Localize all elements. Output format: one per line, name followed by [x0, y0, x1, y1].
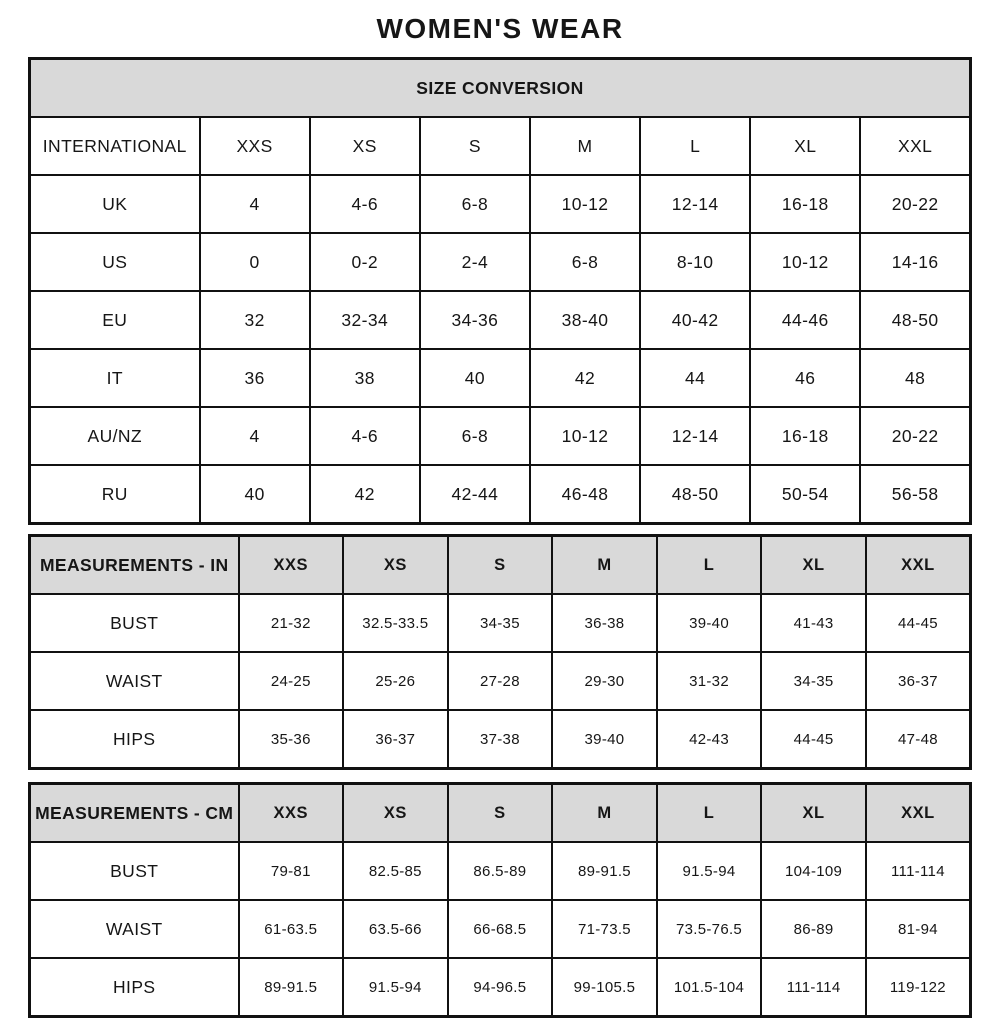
- row-label: US: [30, 233, 200, 291]
- size-column-header: XS: [343, 784, 448, 843]
- value-cell: 73.5-76.5: [657, 900, 762, 958]
- value-cell: 89-91.5: [552, 842, 657, 900]
- value-cell: 4: [200, 175, 310, 233]
- value-cell: 47-48: [866, 710, 971, 769]
- value-cell: 44-45: [761, 710, 866, 769]
- row-label: HIPS: [30, 710, 239, 769]
- size-column-header: M: [530, 117, 640, 175]
- value-cell: 82.5-85: [343, 842, 448, 900]
- value-cell: 86-89: [761, 900, 866, 958]
- value-cell: 35-36: [239, 710, 344, 769]
- value-cell: 50-54: [750, 465, 860, 524]
- value-cell: 6-8: [530, 233, 640, 291]
- row-label: BUST: [30, 842, 239, 900]
- size-column-header: S: [448, 536, 553, 595]
- size-column-header: L: [640, 117, 750, 175]
- size-conversion-table: [28, 57, 972, 525]
- value-cell: 8-10: [640, 233, 750, 291]
- value-cell: 94-96.5: [448, 958, 553, 1017]
- value-cell: 36: [200, 349, 310, 407]
- size-column-header: M: [552, 536, 657, 595]
- value-cell: 12-14: [640, 407, 750, 465]
- value-cell: 6-8: [420, 407, 530, 465]
- value-cell: 36-38: [552, 594, 657, 652]
- value-cell: 99-105.5: [552, 958, 657, 1017]
- value-cell: 44-45: [866, 594, 971, 652]
- table-row: [30, 958, 971, 1017]
- value-cell: 46-48: [530, 465, 640, 524]
- size-column-header: XXL: [866, 784, 971, 843]
- value-cell: 40-42: [640, 291, 750, 349]
- table-row: [30, 407, 971, 465]
- size-column-header: M: [552, 784, 657, 843]
- value-cell: 39-40: [657, 594, 762, 652]
- size-column-header: XXS: [200, 117, 310, 175]
- table-row: [30, 594, 971, 652]
- value-cell: 40: [420, 349, 530, 407]
- value-cell: 101.5-104: [657, 958, 762, 1017]
- value-cell: 32-34: [310, 291, 420, 349]
- value-cell: 61-63.5: [239, 900, 344, 958]
- size-column-header: XXL: [866, 536, 971, 595]
- size-column-header: S: [420, 117, 530, 175]
- value-cell: 10-12: [530, 175, 640, 233]
- size-column-header: XXS: [239, 784, 344, 843]
- value-cell: 42: [530, 349, 640, 407]
- table-row: [30, 652, 971, 710]
- row-group-header: MEASUREMENTS - IN: [30, 536, 239, 595]
- value-cell: 42-43: [657, 710, 762, 769]
- table-row: [30, 233, 971, 291]
- value-cell: 79-81: [239, 842, 344, 900]
- value-cell: 25-26: [343, 652, 448, 710]
- value-cell: 39-40: [552, 710, 657, 769]
- value-cell: 91.5-94: [657, 842, 762, 900]
- value-cell: 63.5-66: [343, 900, 448, 958]
- size-column-header: XXS: [239, 536, 344, 595]
- row-label: AU/NZ: [30, 407, 200, 465]
- value-cell: 10-12: [530, 407, 640, 465]
- size-column-header: XL: [761, 784, 866, 843]
- value-cell: 71-73.5: [552, 900, 657, 958]
- value-cell: 38: [310, 349, 420, 407]
- row-label: WAIST: [30, 900, 239, 958]
- size-column-header: XXL: [860, 117, 970, 175]
- value-cell: 29-30: [552, 652, 657, 710]
- value-cell: 104-109: [761, 842, 866, 900]
- value-cell: 34-35: [761, 652, 866, 710]
- size-column-header: S: [448, 784, 553, 843]
- column-header-row: [30, 117, 971, 175]
- row-label: IT: [30, 349, 200, 407]
- value-cell: 66-68.5: [448, 900, 553, 958]
- value-cell: 14-16: [860, 233, 970, 291]
- size-column-header: L: [657, 536, 762, 595]
- row-group-header: MEASUREMENTS - CM: [30, 784, 239, 843]
- value-cell: 44: [640, 349, 750, 407]
- value-cell: 32.5-33.5: [343, 594, 448, 652]
- row-label: RU: [30, 465, 200, 524]
- table-banner-row: [30, 59, 971, 118]
- size-chart-page: [28, 0, 972, 1018]
- value-cell: 36-37: [343, 710, 448, 769]
- row-label: UK: [30, 175, 200, 233]
- measurements-in-table: [28, 534, 972, 770]
- column-header-row: [30, 536, 971, 595]
- size-column-header: XL: [761, 536, 866, 595]
- value-cell: 31-32: [657, 652, 762, 710]
- column-header-row: [30, 784, 971, 843]
- value-cell: 111-114: [866, 842, 971, 900]
- size-column-header: L: [657, 784, 762, 843]
- table-row: [30, 900, 971, 958]
- size-column-header: XS: [310, 117, 420, 175]
- value-cell: 20-22: [860, 407, 970, 465]
- value-cell: 4: [200, 407, 310, 465]
- value-cell: 16-18: [750, 407, 860, 465]
- value-cell: 41-43: [761, 594, 866, 652]
- value-cell: 6-8: [420, 175, 530, 233]
- table-row: [30, 175, 971, 233]
- value-cell: 81-94: [866, 900, 971, 958]
- value-cell: 21-32: [239, 594, 344, 652]
- value-cell: 4-6: [310, 175, 420, 233]
- row-label: EU: [30, 291, 200, 349]
- value-cell: 44-46: [750, 291, 860, 349]
- value-cell: 0: [200, 233, 310, 291]
- row-label: WAIST: [30, 652, 239, 710]
- value-cell: 34-35: [448, 594, 553, 652]
- value-cell: 12-14: [640, 175, 750, 233]
- value-cell: 89-91.5: [239, 958, 344, 1017]
- value-cell: 16-18: [750, 175, 860, 233]
- table-banner: SIZE CONVERSION: [30, 59, 971, 118]
- value-cell: 48-50: [860, 291, 970, 349]
- value-cell: 46: [750, 349, 860, 407]
- value-cell: 119-122: [866, 958, 971, 1017]
- measurements-cm-table: [28, 782, 972, 1018]
- value-cell: 32: [200, 291, 310, 349]
- value-cell: 20-22: [860, 175, 970, 233]
- value-cell: 48: [860, 349, 970, 407]
- value-cell: 36-37: [866, 652, 971, 710]
- table-row: [30, 349, 971, 407]
- value-cell: 10-12: [750, 233, 860, 291]
- value-cell: 34-36: [420, 291, 530, 349]
- value-cell: 2-4: [420, 233, 530, 291]
- value-cell: 86.5-89: [448, 842, 553, 900]
- row-label: HIPS: [30, 958, 239, 1017]
- table-row: [30, 710, 971, 769]
- page-title: WOMEN'S WEAR: [376, 13, 624, 44]
- value-cell: 42: [310, 465, 420, 524]
- value-cell: 111-114: [761, 958, 866, 1017]
- table-row: [30, 842, 971, 900]
- value-cell: 24-25: [239, 652, 344, 710]
- table-row: [30, 291, 971, 349]
- value-cell: 48-50: [640, 465, 750, 524]
- size-column-header: XL: [750, 117, 860, 175]
- value-cell: 56-58: [860, 465, 970, 524]
- value-cell: 91.5-94: [343, 958, 448, 1017]
- table-row: [30, 465, 971, 524]
- value-cell: 4-6: [310, 407, 420, 465]
- value-cell: 38-40: [530, 291, 640, 349]
- size-column-header: XS: [343, 536, 448, 595]
- value-cell: 40: [200, 465, 310, 524]
- value-cell: 27-28: [448, 652, 553, 710]
- value-cell: 0-2: [310, 233, 420, 291]
- value-cell: 37-38: [448, 710, 553, 769]
- row-group-header: INTERNATIONAL: [30, 117, 200, 175]
- row-label: BUST: [30, 594, 239, 652]
- value-cell: 42-44: [420, 465, 530, 524]
